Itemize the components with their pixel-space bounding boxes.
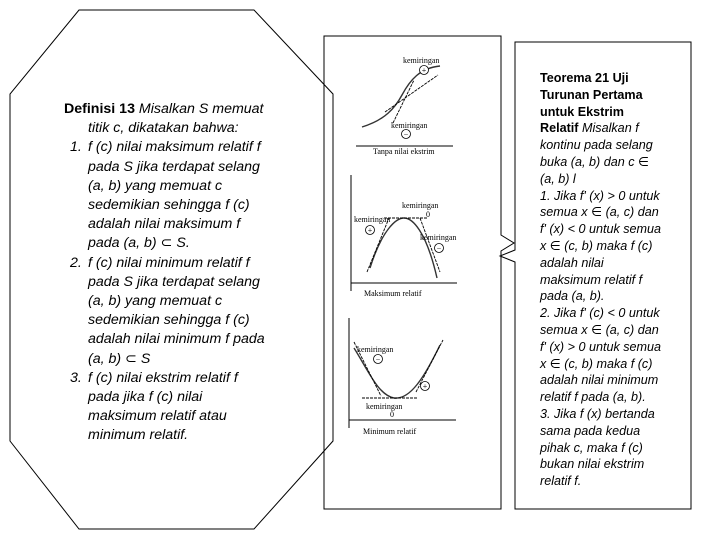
theorem-point-1: 1. Jika f' (x) > 0 untuk semua x ∈ (a, c) dan f' (x) < 0 untuk semua x ∈ (c, b) maka f (c) adalah nilai maksimum relatif f pada (a, b).	[540, 188, 662, 304]
fig1-slope-top-label: kemiringan	[403, 56, 440, 65]
fig3-slope-right-sign: +	[422, 382, 428, 391]
fig1-curve	[362, 66, 440, 127]
fig2-slope-zero-label: kemiringan	[402, 201, 439, 210]
definition-item-3: 3. f (c) nilai ekstrim relatif f pada jika f (c) nilai maksimum relatif atau minimum relatif.	[70, 369, 238, 444]
theorem-title: Teorema 21 Uji Turunan Pertama untuk Ekstrim Relatif Misalkan f	[540, 71, 643, 136]
fig2-caption: Maksimum relatif	[364, 289, 422, 298]
fig3-slope-zero-value: 0	[390, 410, 394, 419]
fig2-slope-left-sign: +	[367, 226, 373, 235]
fig2-slope-right-sign: −	[436, 244, 442, 253]
theorem-text	[540, 70, 680, 490]
fig2-slope-left-label: kemiringan	[354, 215, 391, 224]
fig3-slope-left-sign: −	[375, 355, 381, 364]
fig2-curve	[367, 218, 437, 278]
fig1-tangent-bottom	[393, 80, 414, 123]
fig1-slope-top-sign: +	[421, 66, 427, 75]
fig3-slope-zero-label: kemiringan	[366, 402, 403, 411]
fig1-caption: Tanpa nilai ekstrim	[373, 147, 435, 156]
fig2-slope-zero-value: 0	[426, 210, 430, 219]
theorem-intro: kontinu pada selang buka (a, b) dan c ∈ (a, b) l	[540, 138, 653, 186]
fig1-slope-bottom-sign: −	[403, 130, 409, 139]
figure-relative-minimum	[349, 318, 456, 436]
theorem-point-3: 3. Jika f (x) bertanda sama pada kedua pihak c, maka f (c) bukan nilai ekstrim relatif f.	[540, 406, 655, 489]
definition-intro-b: titik c, dikatakan bahwa:	[88, 120, 239, 137]
definition-intro-a: Misalkan S memuat	[138, 101, 264, 117]
fig3-caption: Minimum relatif	[363, 427, 417, 436]
figure-relative-maximum	[351, 175, 457, 298]
theorem-point-2: 2. Jika f' (c) < 0 untuk semua x ∈ (a, c) dan f' (x) > 0 untuk semua x ∈ (c, b) maka f (c) adalah nilai minimum relatif f pada (a, b).	[540, 306, 662, 405]
definition-item-1: 1. f (c) nilai maksimum relatif f pada S jika terdapat selang (a, b) yang memuat c sedemikian sehingga f (c) adalah nilai maksimum f pada (a, b) ⊂ S.	[70, 139, 261, 252]
fig2-slope-right-label: kemiringan	[420, 233, 457, 242]
definition-item-2: 2. f (c) nilai minimum relatif f pada S jika terdapat selang (a, b) yang memuat c sedemikian sehingga f (c) adalah nilai minimum f pada (a, b) ⊂ S	[70, 254, 265, 367]
fig1-slope-bottom-label: kemiringan	[391, 121, 428, 130]
figure-no-extremum	[356, 56, 453, 156]
definition-number: Definisi 13	[64, 101, 135, 117]
fig3-slope-left-label: kemiringan	[357, 345, 394, 354]
